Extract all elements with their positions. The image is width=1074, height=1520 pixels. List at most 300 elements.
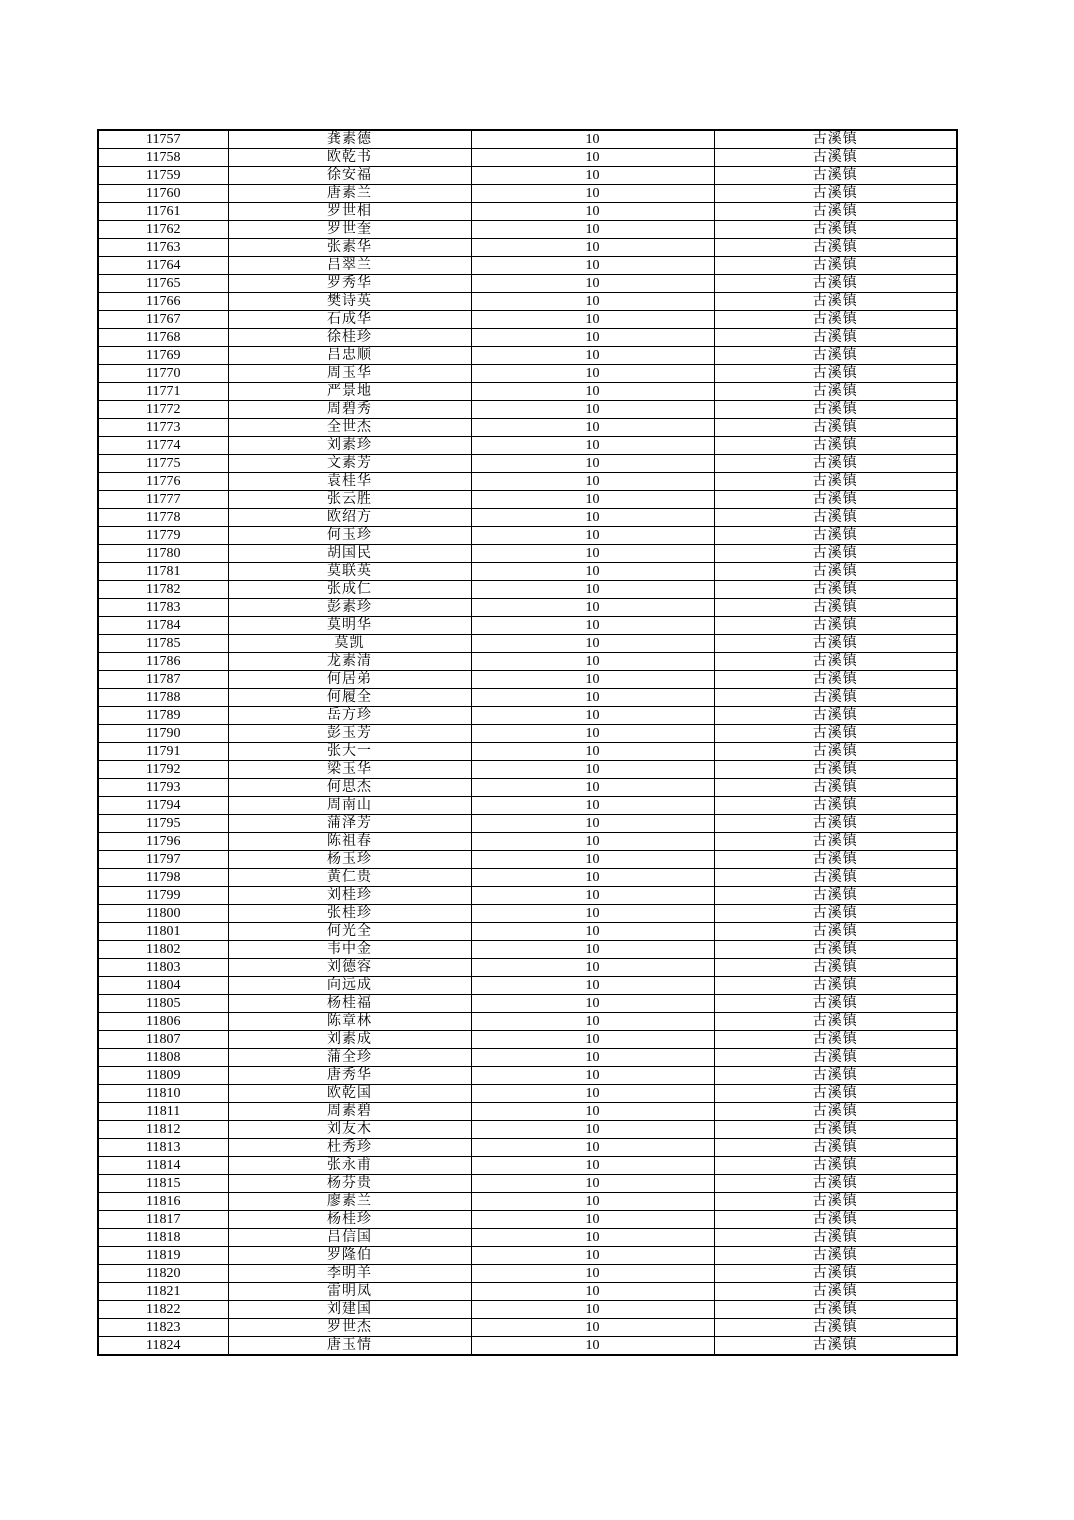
row-id-cell: 11792 bbox=[98, 761, 228, 779]
table-row bbox=[98, 329, 957, 347]
amount-cell: 10 bbox=[471, 1031, 714, 1049]
row-id-cell: 11757 bbox=[98, 130, 228, 149]
table-row bbox=[98, 383, 957, 401]
table-row bbox=[98, 203, 957, 221]
row-id-cell: 11789 bbox=[98, 707, 228, 725]
table-row bbox=[98, 527, 957, 545]
name-cell: 梁玉华 bbox=[228, 761, 471, 779]
amount-cell: 10 bbox=[471, 851, 714, 869]
table-row bbox=[98, 491, 957, 509]
row-id-cell: 11788 bbox=[98, 689, 228, 707]
amount-cell: 10 bbox=[471, 815, 714, 833]
amount-cell: 10 bbox=[471, 365, 714, 383]
amount-cell: 10 bbox=[471, 833, 714, 851]
amount-cell: 10 bbox=[471, 239, 714, 257]
name-cell: 刘素珍 bbox=[228, 437, 471, 455]
table-row bbox=[98, 1049, 957, 1067]
table-row bbox=[98, 743, 957, 761]
town-cell: 古溪镇 bbox=[714, 779, 957, 797]
table-row bbox=[98, 977, 957, 995]
row-id-cell: 11783 bbox=[98, 599, 228, 617]
row-id-cell: 11793 bbox=[98, 779, 228, 797]
town-cell: 古溪镇 bbox=[714, 329, 957, 347]
table-row bbox=[98, 1013, 957, 1031]
name-cell: 刘建国 bbox=[228, 1301, 471, 1319]
amount-cell: 10 bbox=[471, 149, 714, 167]
amount-cell: 10 bbox=[471, 1121, 714, 1139]
amount-cell: 10 bbox=[471, 221, 714, 239]
row-id-cell: 11776 bbox=[98, 473, 228, 491]
name-cell: 唐玉情 bbox=[228, 1337, 471, 1356]
town-cell: 古溪镇 bbox=[714, 130, 957, 149]
table-row bbox=[98, 437, 957, 455]
name-cell: 龚素德 bbox=[228, 130, 471, 149]
table-row bbox=[98, 239, 957, 257]
town-cell: 古溪镇 bbox=[714, 581, 957, 599]
town-cell: 古溪镇 bbox=[714, 383, 957, 401]
name-cell: 彭玉芳 bbox=[228, 725, 471, 743]
name-cell: 周南山 bbox=[228, 797, 471, 815]
name-cell: 张桂珍 bbox=[228, 905, 471, 923]
table-row bbox=[98, 869, 957, 887]
row-id-cell: 11804 bbox=[98, 977, 228, 995]
table-row bbox=[98, 347, 957, 365]
table-row bbox=[98, 851, 957, 869]
name-cell: 唐素兰 bbox=[228, 185, 471, 203]
row-id-cell: 11765 bbox=[98, 275, 228, 293]
town-cell: 古溪镇 bbox=[714, 509, 957, 527]
town-cell: 古溪镇 bbox=[714, 545, 957, 563]
table-row bbox=[98, 130, 957, 149]
row-id-cell: 11799 bbox=[98, 887, 228, 905]
table-row bbox=[98, 725, 957, 743]
row-id-cell: 11823 bbox=[98, 1319, 228, 1337]
town-cell: 古溪镇 bbox=[714, 1211, 957, 1229]
table-row bbox=[98, 689, 957, 707]
name-cell: 文素芳 bbox=[228, 455, 471, 473]
town-cell: 古溪镇 bbox=[714, 1247, 957, 1265]
table-row bbox=[98, 797, 957, 815]
amount-cell: 10 bbox=[471, 923, 714, 941]
amount-cell: 10 bbox=[471, 167, 714, 185]
row-id-cell: 11775 bbox=[98, 455, 228, 473]
table-row bbox=[98, 959, 957, 977]
name-cell: 杨桂珍 bbox=[228, 1211, 471, 1229]
table-row bbox=[98, 707, 957, 725]
row-id-cell: 11773 bbox=[98, 419, 228, 437]
amount-cell: 10 bbox=[471, 203, 714, 221]
table-row bbox=[98, 275, 957, 293]
town-cell: 古溪镇 bbox=[714, 599, 957, 617]
name-cell: 张永甫 bbox=[228, 1157, 471, 1175]
name-cell: 周素碧 bbox=[228, 1103, 471, 1121]
row-id-cell: 11779 bbox=[98, 527, 228, 545]
name-cell: 周玉华 bbox=[228, 365, 471, 383]
row-id-cell: 11814 bbox=[98, 1157, 228, 1175]
name-cell: 龙素清 bbox=[228, 653, 471, 671]
amount-cell: 10 bbox=[471, 1265, 714, 1283]
town-cell: 古溪镇 bbox=[714, 149, 957, 167]
amount-cell: 10 bbox=[471, 1337, 714, 1356]
amount-cell: 10 bbox=[471, 473, 714, 491]
name-cell: 向远成 bbox=[228, 977, 471, 995]
amount-cell: 10 bbox=[471, 275, 714, 293]
row-id-cell: 11822 bbox=[98, 1301, 228, 1319]
amount-cell: 10 bbox=[471, 1193, 714, 1211]
name-cell: 吕信国 bbox=[228, 1229, 471, 1247]
row-id-cell: 11810 bbox=[98, 1085, 228, 1103]
amount-cell: 10 bbox=[471, 1049, 714, 1067]
row-id-cell: 11758 bbox=[98, 149, 228, 167]
name-cell: 罗世奎 bbox=[228, 221, 471, 239]
town-cell: 古溪镇 bbox=[714, 257, 957, 275]
amount-cell: 10 bbox=[471, 527, 714, 545]
row-id-cell: 11759 bbox=[98, 167, 228, 185]
table-row bbox=[98, 563, 957, 581]
amount-cell: 10 bbox=[471, 1139, 714, 1157]
town-cell: 古溪镇 bbox=[714, 563, 957, 581]
name-cell: 陈章林 bbox=[228, 1013, 471, 1031]
row-id-cell: 11818 bbox=[98, 1229, 228, 1247]
town-cell: 古溪镇 bbox=[714, 1139, 957, 1157]
table-row bbox=[98, 1103, 957, 1121]
amount-cell: 10 bbox=[471, 869, 714, 887]
amount-cell: 10 bbox=[471, 635, 714, 653]
table-row bbox=[98, 653, 957, 671]
row-id-cell: 11794 bbox=[98, 797, 228, 815]
town-cell: 古溪镇 bbox=[714, 797, 957, 815]
name-cell: 莫明华 bbox=[228, 617, 471, 635]
row-id-cell: 11772 bbox=[98, 401, 228, 419]
town-cell: 古溪镇 bbox=[714, 959, 957, 977]
name-cell: 唐秀华 bbox=[228, 1067, 471, 1085]
amount-cell: 10 bbox=[471, 293, 714, 311]
amount-cell: 10 bbox=[471, 1301, 714, 1319]
town-cell: 古溪镇 bbox=[714, 1265, 957, 1283]
table-row bbox=[98, 1139, 957, 1157]
table-row bbox=[98, 1085, 957, 1103]
name-cell: 罗世相 bbox=[228, 203, 471, 221]
row-id-cell: 11803 bbox=[98, 959, 228, 977]
town-cell: 古溪镇 bbox=[714, 653, 957, 671]
table-row bbox=[98, 923, 957, 941]
town-cell: 古溪镇 bbox=[714, 635, 957, 653]
table-row bbox=[98, 761, 957, 779]
name-cell: 刘素成 bbox=[228, 1031, 471, 1049]
amount-cell: 10 bbox=[471, 419, 714, 437]
table-body bbox=[98, 130, 957, 1355]
amount-cell: 10 bbox=[471, 905, 714, 923]
table-row bbox=[98, 1157, 957, 1175]
amount-cell: 10 bbox=[471, 1013, 714, 1031]
town-cell: 古溪镇 bbox=[714, 221, 957, 239]
town-cell: 古溪镇 bbox=[714, 977, 957, 995]
row-id-cell: 11812 bbox=[98, 1121, 228, 1139]
name-cell: 李明羊 bbox=[228, 1265, 471, 1283]
name-cell: 徐安福 bbox=[228, 167, 471, 185]
name-cell: 何光全 bbox=[228, 923, 471, 941]
town-cell: 古溪镇 bbox=[714, 725, 957, 743]
table-row bbox=[98, 581, 957, 599]
town-cell: 古溪镇 bbox=[714, 1121, 957, 1139]
name-cell: 韦中金 bbox=[228, 941, 471, 959]
table-row bbox=[98, 635, 957, 653]
table-row bbox=[98, 1247, 957, 1265]
town-cell: 古溪镇 bbox=[714, 1103, 957, 1121]
amount-cell: 10 bbox=[471, 995, 714, 1013]
row-id-cell: 11770 bbox=[98, 365, 228, 383]
row-id-cell: 11819 bbox=[98, 1247, 228, 1265]
amount-cell: 10 bbox=[471, 1103, 714, 1121]
data-table bbox=[97, 129, 958, 1356]
town-cell: 古溪镇 bbox=[714, 1013, 957, 1031]
town-cell: 古溪镇 bbox=[714, 527, 957, 545]
town-cell: 古溪镇 bbox=[714, 239, 957, 257]
amount-cell: 10 bbox=[471, 347, 714, 365]
amount-cell: 10 bbox=[471, 130, 714, 149]
town-cell: 古溪镇 bbox=[714, 1229, 957, 1247]
name-cell: 莫凯 bbox=[228, 635, 471, 653]
row-id-cell: 11760 bbox=[98, 185, 228, 203]
table-row bbox=[98, 365, 957, 383]
row-id-cell: 11824 bbox=[98, 1337, 228, 1356]
amount-cell: 10 bbox=[471, 581, 714, 599]
row-id-cell: 11809 bbox=[98, 1067, 228, 1085]
town-cell: 古溪镇 bbox=[714, 1175, 957, 1193]
town-cell: 古溪镇 bbox=[714, 995, 957, 1013]
amount-cell: 10 bbox=[471, 689, 714, 707]
town-cell: 古溪镇 bbox=[714, 185, 957, 203]
town-cell: 古溪镇 bbox=[714, 437, 957, 455]
name-cell: 何履全 bbox=[228, 689, 471, 707]
table-row bbox=[98, 941, 957, 959]
name-cell: 欧乾书 bbox=[228, 149, 471, 167]
town-cell: 古溪镇 bbox=[714, 743, 957, 761]
town-cell: 古溪镇 bbox=[714, 1193, 957, 1211]
row-id-cell: 11808 bbox=[98, 1049, 228, 1067]
town-cell: 古溪镇 bbox=[714, 275, 957, 293]
name-cell: 何思杰 bbox=[228, 779, 471, 797]
name-cell: 张成仁 bbox=[228, 581, 471, 599]
town-cell: 古溪镇 bbox=[714, 869, 957, 887]
table-row bbox=[98, 779, 957, 797]
town-cell: 古溪镇 bbox=[714, 761, 957, 779]
row-id-cell: 11798 bbox=[98, 869, 228, 887]
name-cell: 黄仁贵 bbox=[228, 869, 471, 887]
table-row bbox=[98, 509, 957, 527]
row-id-cell: 11780 bbox=[98, 545, 228, 563]
name-cell: 蒲全珍 bbox=[228, 1049, 471, 1067]
name-cell: 全世杰 bbox=[228, 419, 471, 437]
town-cell: 古溪镇 bbox=[714, 617, 957, 635]
row-id-cell: 11802 bbox=[98, 941, 228, 959]
table-row bbox=[98, 167, 957, 185]
name-cell: 何居弟 bbox=[228, 671, 471, 689]
row-id-cell: 11790 bbox=[98, 725, 228, 743]
name-cell: 罗隆伯 bbox=[228, 1247, 471, 1265]
amount-cell: 10 bbox=[471, 383, 714, 401]
town-cell: 古溪镇 bbox=[714, 1031, 957, 1049]
row-id-cell: 11771 bbox=[98, 383, 228, 401]
table-row bbox=[98, 599, 957, 617]
row-id-cell: 11785 bbox=[98, 635, 228, 653]
name-cell: 莫联英 bbox=[228, 563, 471, 581]
amount-cell: 10 bbox=[471, 743, 714, 761]
row-id-cell: 11767 bbox=[98, 311, 228, 329]
town-cell: 古溪镇 bbox=[714, 1337, 957, 1356]
row-id-cell: 11820 bbox=[98, 1265, 228, 1283]
amount-cell: 10 bbox=[471, 779, 714, 797]
amount-cell: 10 bbox=[471, 563, 714, 581]
table-row bbox=[98, 149, 957, 167]
amount-cell: 10 bbox=[471, 329, 714, 347]
amount-cell: 10 bbox=[471, 455, 714, 473]
table-row bbox=[98, 833, 957, 851]
town-cell: 古溪镇 bbox=[714, 203, 957, 221]
town-cell: 古溪镇 bbox=[714, 1157, 957, 1175]
name-cell: 徐桂珍 bbox=[228, 329, 471, 347]
name-cell: 石成华 bbox=[228, 311, 471, 329]
name-cell: 杨芬贵 bbox=[228, 1175, 471, 1193]
name-cell: 刘德容 bbox=[228, 959, 471, 977]
name-cell: 严景地 bbox=[228, 383, 471, 401]
amount-cell: 10 bbox=[471, 653, 714, 671]
name-cell: 罗世杰 bbox=[228, 1319, 471, 1337]
row-id-cell: 11766 bbox=[98, 293, 228, 311]
row-id-cell: 11800 bbox=[98, 905, 228, 923]
name-cell: 刘友木 bbox=[228, 1121, 471, 1139]
row-id-cell: 11761 bbox=[98, 203, 228, 221]
table-row bbox=[98, 473, 957, 491]
amount-cell: 10 bbox=[471, 1157, 714, 1175]
row-id-cell: 11796 bbox=[98, 833, 228, 851]
town-cell: 古溪镇 bbox=[714, 167, 957, 185]
town-cell: 古溪镇 bbox=[714, 905, 957, 923]
row-id-cell: 11813 bbox=[98, 1139, 228, 1157]
row-id-cell: 11797 bbox=[98, 851, 228, 869]
table-row bbox=[98, 545, 957, 563]
name-cell: 周碧秀 bbox=[228, 401, 471, 419]
row-id-cell: 11791 bbox=[98, 743, 228, 761]
table-row bbox=[98, 815, 957, 833]
name-cell: 杜秀珍 bbox=[228, 1139, 471, 1157]
town-cell: 古溪镇 bbox=[714, 689, 957, 707]
town-cell: 古溪镇 bbox=[714, 851, 957, 869]
row-id-cell: 11781 bbox=[98, 563, 228, 581]
amount-cell: 10 bbox=[471, 1319, 714, 1337]
amount-cell: 10 bbox=[471, 185, 714, 203]
town-cell: 古溪镇 bbox=[714, 1067, 957, 1085]
name-cell: 刘桂珍 bbox=[228, 887, 471, 905]
name-cell: 张素华 bbox=[228, 239, 471, 257]
table-row bbox=[98, 221, 957, 239]
town-cell: 古溪镇 bbox=[714, 923, 957, 941]
row-id-cell: 11784 bbox=[98, 617, 228, 635]
amount-cell: 10 bbox=[471, 887, 714, 905]
name-cell: 蒲泽芳 bbox=[228, 815, 471, 833]
amount-cell: 10 bbox=[471, 977, 714, 995]
row-id-cell: 11816 bbox=[98, 1193, 228, 1211]
town-cell: 古溪镇 bbox=[714, 833, 957, 851]
name-cell: 欧乾国 bbox=[228, 1085, 471, 1103]
name-cell: 张大一 bbox=[228, 743, 471, 761]
name-cell: 罗秀华 bbox=[228, 275, 471, 293]
table-row bbox=[98, 1229, 957, 1247]
town-cell: 古溪镇 bbox=[714, 1301, 957, 1319]
town-cell: 古溪镇 bbox=[714, 815, 957, 833]
amount-cell: 10 bbox=[471, 1211, 714, 1229]
row-id-cell: 11763 bbox=[98, 239, 228, 257]
town-cell: 古溪镇 bbox=[714, 1085, 957, 1103]
name-cell: 张云胜 bbox=[228, 491, 471, 509]
row-id-cell: 11811 bbox=[98, 1103, 228, 1121]
amount-cell: 10 bbox=[471, 797, 714, 815]
amount-cell: 10 bbox=[471, 1175, 714, 1193]
amount-cell: 10 bbox=[471, 707, 714, 725]
table-row bbox=[98, 401, 957, 419]
row-id-cell: 11786 bbox=[98, 653, 228, 671]
table-row bbox=[98, 1283, 957, 1301]
table-row bbox=[98, 1193, 957, 1211]
name-cell: 岳方珍 bbox=[228, 707, 471, 725]
row-id-cell: 11764 bbox=[98, 257, 228, 275]
amount-cell: 10 bbox=[471, 437, 714, 455]
name-cell: 欧绍方 bbox=[228, 509, 471, 527]
amount-cell: 10 bbox=[471, 509, 714, 527]
town-cell: 古溪镇 bbox=[714, 419, 957, 437]
table-row bbox=[98, 311, 957, 329]
name-cell: 杨桂福 bbox=[228, 995, 471, 1013]
town-cell: 古溪镇 bbox=[714, 671, 957, 689]
table-row bbox=[98, 1337, 957, 1356]
amount-cell: 10 bbox=[471, 545, 714, 563]
table-row bbox=[98, 1265, 957, 1283]
name-cell: 雷明凤 bbox=[228, 1283, 471, 1301]
town-cell: 古溪镇 bbox=[714, 455, 957, 473]
table-row bbox=[98, 257, 957, 275]
table-row bbox=[98, 1031, 957, 1049]
amount-cell: 10 bbox=[471, 1085, 714, 1103]
row-id-cell: 11817 bbox=[98, 1211, 228, 1229]
amount-cell: 10 bbox=[471, 671, 714, 689]
amount-cell: 10 bbox=[471, 1283, 714, 1301]
row-id-cell: 11782 bbox=[98, 581, 228, 599]
amount-cell: 10 bbox=[471, 617, 714, 635]
row-id-cell: 11777 bbox=[98, 491, 228, 509]
amount-cell: 10 bbox=[471, 941, 714, 959]
amount-cell: 10 bbox=[471, 959, 714, 977]
town-cell: 古溪镇 bbox=[714, 347, 957, 365]
table-row bbox=[98, 293, 957, 311]
row-id-cell: 11762 bbox=[98, 221, 228, 239]
town-cell: 古溪镇 bbox=[714, 941, 957, 959]
name-cell: 吕翠兰 bbox=[228, 257, 471, 275]
table-row bbox=[98, 1319, 957, 1337]
name-cell: 杨玉珍 bbox=[228, 851, 471, 869]
name-cell: 胡国民 bbox=[228, 545, 471, 563]
table-row bbox=[98, 185, 957, 203]
name-cell: 彭素珍 bbox=[228, 599, 471, 617]
name-cell: 樊诗英 bbox=[228, 293, 471, 311]
table-row bbox=[98, 617, 957, 635]
table-row bbox=[98, 455, 957, 473]
row-id-cell: 11805 bbox=[98, 995, 228, 1013]
amount-cell: 10 bbox=[471, 1247, 714, 1265]
town-cell: 古溪镇 bbox=[714, 365, 957, 383]
amount-cell: 10 bbox=[471, 491, 714, 509]
amount-cell: 10 bbox=[471, 599, 714, 617]
amount-cell: 10 bbox=[471, 1229, 714, 1247]
